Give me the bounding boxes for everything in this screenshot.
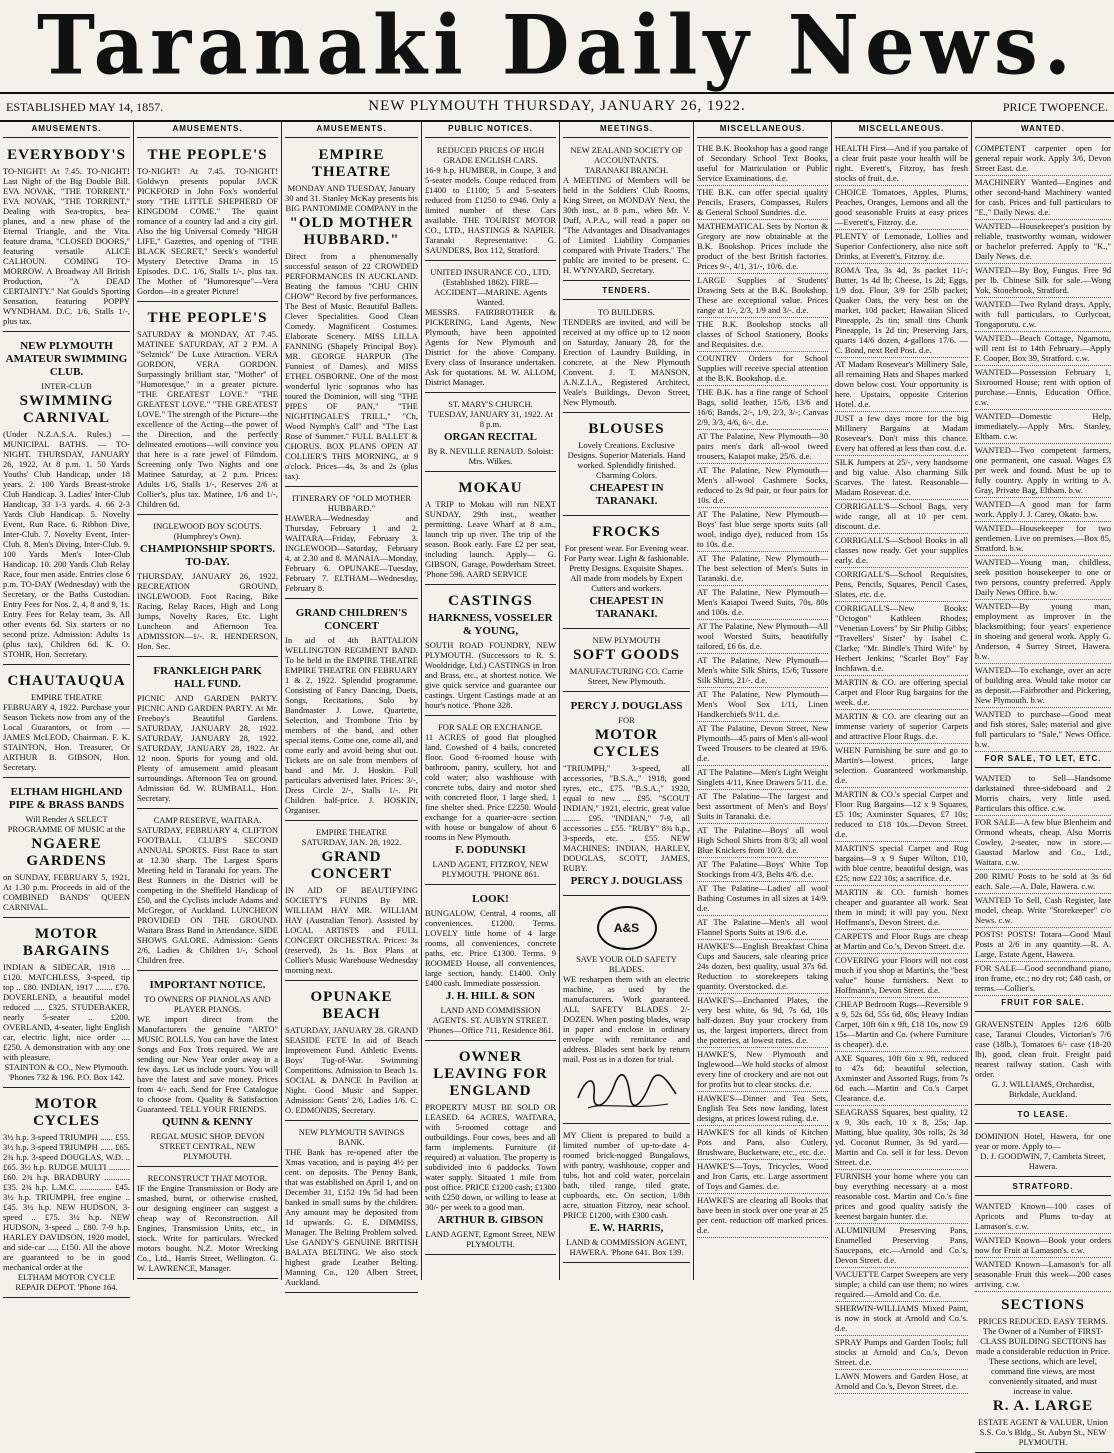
classified-ad: AT Madam Rosevear's Millinery Sale, all remaining Hats and Shapes marked down below cost. Your opportunity is here. Upstairs, opposite Criterion Hotel. d.e. xyxy=(835,358,968,412)
ad-body: HAWERA—Wednesday and Thursday, February 1 and 2. WAITARA—Friday, February 3. INGLEWOOD—Saturday, February 4, at 2.30 and 8. MANAIA—Monday, February 6. OPUNAKE—Tuesday, February 7. ELTHAM—Wednesday, February 8. xyxy=(285,513,418,593)
classified-ad: AT The Palatine, New Plymouth—30 pairs men's dark all-wool tweed trousers, Kaiapoi make, 25/6. d.e. xyxy=(697,430,828,464)
section-header-stratford: STRATFORD. xyxy=(975,1180,1111,1196)
ad-united-insurance xyxy=(425,264,556,393)
ad-title: "OLD MOTHER HUBBARD." xyxy=(289,215,414,248)
ad-body: WE resharpen them with an electric machine, as used by the manufacturers. Work guaranteed. ALL SAFETY BLADES 2/- DOZEN. When posting blades, wrap in paper and enclose in ordinary envelope with remittance and address. Blades sent back by return mail. Post us in a dozen for trial. xyxy=(563,974,690,1064)
ad-body: In aid of 4th BATTALION WELLINGTON REGIMENT BAND. To be held in the EMPIRE THEATRE EMPIRE THEATRE ON FEBRUARY 1 & 2, 1922. Splendid programme. Consisting of Fancy Dancing, Duets, Songs, Recitations, Solo by Bandmaster J. Lowe, Quartette, Selection, and Trombone Trio by members of the band, and other special items. Come one, come all, and come early and avoid being shut out. Tickets are on sale from members of band and Mr. J. Hoskin. Full particulars advertised later. Prices: 3/-, Dress Circle 2/-, Stalls 1/-. Pit Children half-price. J. HOSKIN, Organiser. xyxy=(285,635,418,815)
ad-footer: By R. NEVILLE RENAUD. Soloist: Mrs. Wilkes. xyxy=(427,446,554,466)
classified-ad: ROMA Tea, 3s 4d, 3s packet 11/-; Butter, 1s 4d lb; Cheese, 1s 2d; Eggs, 1/9 doz. Flour, 3/9 for 25lb packet; Quaker Oats, the very best on the market, 10d packet; Hawaiian Sliced Pineapple, 2s tin; small tins Chunk Pineapple, 1s 2d tin; Preserving Jars, quarts 14/6 dozen, 4-gallons 17/6. —C. Bond, next Red Post. d.e. xyxy=(835,264,968,358)
classified-ad: THE B.K. has a fine range of School Bags, solid leather, 15/6, 13/6 and 16/6; Bands, 2/-, 1/9, 2/3, 3/-; Canvas 2/9, 3/3, 4/6, 6/-. d.e. xyxy=(697,386,828,430)
classified-ad: WANTED Known—100 cases of Apricots and Plums to-day at Lamason's. c.w. xyxy=(975,1200,1111,1234)
ad-body: GRAVENSTEIN Apples 12/6 60lb case, Taranui Cloudes, Victorian's 7/6 case (18lb.), Tomatoes 6/- case (18-20 lb), good, clean fruit. Freight paid nearest railway station. Cash with order. xyxy=(975,1019,1111,1079)
classified-ad: CORRIGALL'S—New Books: "Octogon" Kathleen Rhodes; "Venetian Lovers" by Sir Philip Gibbs; "Travellers' Sister" by Isabel C. Clarke; "Mr. Bindle's Third Wife" by Herbert Jenkins; "Scarlet Boy" Fay Inchfawn. d.e. xyxy=(835,602,968,676)
ad-body: BUNGALOW, Central, 4 rooms, all conveniences. £1200. Terms. LOVELY little home of 4 large rooms, all conveniences, concrete paths, etc. Price £1300. Terms. 9 ROOMED House, all conveniences, large section, handy. £1400. Only £400 cash. Immediate possession. xyxy=(425,908,556,988)
ad-body: (Under N.Z.A.S.A. Rules.) — MUNICIPAL BATHS. — TO-NIGHT. THURSDAY, JANUARY 26, 1922, At 8 p.m. 1. 50 Yards Youths' Club Handicap, under 18 years. 2. 100 Yards Breast-stroke Club Handicap. 3. Ladies' Inter-Club Handicap, 33 1-3 yards. 4. 66 2-3 Yards Club Handicap. 5. Novelty Event, Run Race. 6. Ribbon Dive, Inter-Club. 7. Novelty Event, Inter-Club. 8. Men's Diving, Inter-Club. 9. 100 Yards Men's Inter-Club Handicap. 10. 200 Yards Club Relay Race, four men aside. Entries close 6 p.m. TO-DAY (Wednesday) with the Secretary, or the Baths Custodian. Entry Fees for Nos. 2, 4, 8 and 9, 1s. Entry Fees for Relay team, 3s. All other events 6d. Six starters or no second prize. Admission: Adults 1s (plus tax), Children 6d. K. O. STOHR, Hon. Secretary. xyxy=(3,429,130,659)
column-header: MEETINGS. xyxy=(563,122,690,138)
classified-ad: CORRIGALL'S—School Books in all classes now ready. Get your supplies early. d.e. xyxy=(835,534,968,568)
ad-frankleigh-park xyxy=(137,660,278,809)
classified-ad: FURNISH your home where you can buy everything necessary at a most reasonable cost. Martin and Co.'s fine prices and good quality satisfy the keenest bargain hunter. d.e. xyxy=(835,1170,968,1224)
handwritten-signature-image xyxy=(572,1068,682,1114)
ad-body: MESSRS. FAIRBROTHER & PICKERING, Land Agents, New Plymouth, have been appointed Agents for New Plymouth and District for the above Company. Every class of Insurance undertaken. Ask for quotations. M. W. ALLOM, District Manager. xyxy=(425,307,556,387)
ad-footer: REGAL MUSIC SHOP. DEVON STREET CENTRAL, NEW PLYMOUTH. xyxy=(150,1131,265,1161)
classified-ad: AT The Palatine—Men's Light Weight Singlets 4/11, Knee Drawers 5/11. d.e. xyxy=(697,766,828,790)
classified-ad: MARTIN'S special Carpet and Rug bargains—9 x 9 Super Wilton, £10, with blue centre, beautiful design, was £25; now £22 10s; a sacrifice. d.e. xyxy=(835,842,968,886)
ad-heading: PERCY J. DOUGLASS xyxy=(570,700,683,712)
classified-ad: WANTED—Two competent farmers, one permanent, one casual. Wages £3 per week and found. Must be up to fully country. Apply in writing to A. Gray, Private Bag, Eltham. b.w. xyxy=(975,444,1111,498)
classified-ad: AT The Palatine, New Plymouth—The best selection of Men's Suits in Taranaki. d.e. xyxy=(697,552,828,586)
column-header: PUBLIC NOTICES. xyxy=(425,122,556,138)
section-header-tenders: TENDERS. xyxy=(563,284,690,300)
classified-ad: THE B.K. can offer special quality Pencils, Erasers, Compasses, Rulers & General School Sundries. d.e. xyxy=(697,186,828,220)
column-miscellaneous-2 xyxy=(832,122,972,1391)
ad-safety-blades xyxy=(563,899,690,1124)
ad-sections xyxy=(975,1292,1111,1453)
classified-ad: WANTED—A good man for farm work. Apply J. J. Carey, Okato. b.w. xyxy=(975,498,1111,522)
ad-soft-goods xyxy=(563,632,690,692)
ad-signature: R. A. LARGE xyxy=(992,1398,1094,1414)
ad-heading: HARKNESS, VOSSELER & YOUNG, xyxy=(428,612,553,637)
issue-date: NEW PLYMOUTH THURSDAY, JANUARY 26, 1922. xyxy=(368,98,746,114)
ad-subheading: INTER-CLUB xyxy=(41,381,92,391)
classified-ad: CARPETS and Floor Rugs are cheap at Martin and Co.'s, Devon Street. d.e. xyxy=(835,930,968,954)
ad-heading: ITINERARY OF "OLD MOTHER HUBBARD." xyxy=(291,493,412,513)
ad-heading: TO BUILDERS. xyxy=(598,307,655,317)
classified-ad: WANTED—Possession February 1, Sixroomed House; rent with option of purchase.—Ennis, Education Office. c.w. xyxy=(975,366,1111,410)
classified-ad: WANTED to Sell—Handsome darkstained three-sideboard and 2 Morris chairs, very little used. Particulars this office. c.w. xyxy=(975,772,1111,816)
ad-to-builders xyxy=(563,304,690,413)
ad-signature: G. J. WILLIAMS, Orchardist, Birkdale, Auckland. xyxy=(991,1079,1095,1099)
classified-ad: MARTIN & CO. are clearing out an immense variety of superior Carpets and attractive Floor Rugs. d.e. xyxy=(835,710,968,744)
ad-title: CHAUTAUQUA xyxy=(7,673,126,689)
classified-ad: AT The Palatine, New Plymouth—Boys' fast blue serge sports suits (all wool, indigo dye), reduced from 15s to 10s. d.e. xyxy=(697,508,828,552)
ad-frocks xyxy=(563,519,690,629)
classified-list xyxy=(835,142,968,1394)
classified-ad: CORRIGALL'S—School Bags, very wide range, all at 10 per cent. discount. d.e. xyxy=(835,500,968,534)
ad-body: A MEETING of Members will be held in the Soldiers' Club Rooms, King Street, on MONDAY Next, the 30th inst., at 8 p.m., when Mr. V. Duff, A.P.A., will read a paper on "The Advantages and Disadvantages of Limited Liability Companies compared with Private Traders." The public are invited to be present. C. H. WYNYARD, Secretary. xyxy=(563,175,690,275)
ad-title: CASTINGS xyxy=(448,593,533,609)
classified-ad: AT The Palatine, New Plymouth—Men's white Silk Shirts, 15/6; Tussore Silk Shirts, 21/-. d.e. xyxy=(697,654,828,688)
ad-signature: PERCY J. DOUGLASS xyxy=(570,875,683,887)
ad-childrens-concert xyxy=(285,602,418,821)
classified-ad: FOR SALE—A few blue Blenheim and Ormond wheats, cheap. Also Morris Cowley, 2-seater, now in store.—Gaustad Marlow and Co., Ltd., Waitara. c.w. xyxy=(975,816,1111,870)
classified-ad: THE B.K. Bookshop has a good range of Secondary School Text Books, useful for Matriculation or Public Service Examinations. d.e. xyxy=(697,142,828,186)
ad-body: IF the Engine Transmission or Body are smashed, burnt, or otherwise crushed, our designing engineer can suggest a cheap way of Reconstruction. All Engines, Transmission Units, etc., in stock. Write for particulars. Wrecked motors bought. N.Z. Motor Wrecking Co., Ltd., Harris Street, Wellington. G. W. LAWRENCE, Manager. xyxy=(137,1183,278,1273)
ad-heading: ELTHAM HIGHLAND PIPE & BRASS BANDS xyxy=(8,786,125,811)
ad-body: A TRIP to Mokau will run NEXT SUNDAY, 29th inst., weather permitting. Leave Wharf at 8 a.m., launch trip up river. The trip of the season. Book early. Fare £2 per seat, including launch. Apply— G. GIBSON, Garage, Powderham Street. 'Phone 596. AARD SERVICE xyxy=(425,499,556,579)
ad-body: "TRIUMPH," 3-speed, all accessories, "B.S.A.," 1918, good tyres, etc., £75. "B.S.A.," 1920, equal to new .... £95. "SCOUT INDIAN," 1921, electric, great value ........ £95. "INDIAN," 7-9, all accessories .. £55. "RUBY" 8¾ h.p., 3-speeds, etc. .. £55. NEW MACHINES: INDIAN, HARLEY, DOUGLAS, SCOTT, JAMES, RUBY. xyxy=(563,763,690,873)
classified-ad: HAWKE'S—Dinner and Tea Sets, English Tea Sets now landing, latest designs, at prices lowest ruling. d.e. xyxy=(697,1092,828,1126)
ad-title: OWNER LEAVING FOR ENGLAND xyxy=(433,1049,548,1099)
classified-ad: WANTED—By young man, employment as improver in the blacksmithing; four years' experience in shoeing and general work. Apply G. Anderson, 4 Surrey Street, Hawera. b.w. xyxy=(975,600,1111,664)
ad-body: THE Bank has re-opened after the Xmas vacation, and is paying 4½ per cent. on deposits. The Penny Bank, that was established on April 1, and on December 31, £152 19s 5d had been banked in small sums by the children. Any amount may be deposited from 1d upwards. G. E. DIMMISS, Manager. The Belting Problem solved. Use GANDY'S GENUINE BRITISH BALATA BELTING. We also stock highest grade Leather Belting. Manning Co., 120 Albert Street, Auckland. xyxy=(285,1147,418,1287)
ad-heading: INGLEWOOD BOY SCOUTS. (Humphrey's Own). xyxy=(153,521,262,541)
classified-ad: HAWKE'S are clearing all Books that have been in stock over one year at 25 per cent. reduction off marked prices. d.e. xyxy=(697,1194,828,1238)
ad-body: 3½ h.p. 3-speed TRIUMPH ...... £55. 3½ h.p. 3-speed TRIUMPH ...... £65. 2¾ h.p. 3-speed DOUGLAS, W.D. .. £65. 3½ h.p. RUDGE MULTI .......... £60. 2¾ h.p. BRADBURY ............ £35. 2¾ h.p. L.M.C. ............... £45. 3½ h.p. TRIUMPH, free engine .. £45. 3½ h.p. NEW HUDSON, 3-speed .. £75. 3½ h.p. NEW HUDSON, 3-speed .. £80. 7-9 h.p. HARLEY DAVIDSON, 1920 model, and side-car ..... £150. All the above are guaranteed to be in good mechanical order at the xyxy=(3,1132,130,1272)
ad-body: For present wear. For Evening wear. For Party wear. Light & fashionable. Pretty Designs. Exquisite Shapes. All made from models by Expert Cutters and workers. xyxy=(564,543,689,593)
ad-blouses xyxy=(563,416,690,516)
classified-ad: WANTED—By Boy, Fungus. Free 9d per lb. Chinese Silk for sale.—Wong Yok, Stonebrook, Stratford. xyxy=(975,264,1111,298)
column-public-notices xyxy=(422,122,560,1280)
column-header: MISCELLANEOUS. xyxy=(697,122,828,138)
ad-body: SATURDAY & MONDAY, AT 7.45. MATINEE SATURDAY, AT 2 P.M. A "Selznick" De Luxe Attraction. VERA GORDON, VERA GORDON. Surpassingly brilliant star, "Mother" of "Humoresque," in a greater picture. "THE GREATEST LOVE." "THE GREATEST LOVE." "THE GREATEST LOVE." The strength of the Picture—the excellence of the Acting—the power of the Direction, and the perfectly delineated emotions—will convince you that here is a rare jewel of Filmdom. Screening only Two Nights and one Matinee Saturday, at 2 p.m. Prices: Adults 1/6, Stalls 1/-, Reserves 2/6 at Collier's, plus tax. Matinee, 1/6 and 1/-, Children 6d. xyxy=(137,329,278,509)
ad-footer: Direct from a phenomenally successful season of 22 CROWDED PERFORMANCES IN AUCKLAND. Beating the famous "CHU CHIN CHOW" Record by five performances. The Best of Music. Beautiful Ballets. Clever Specialities. Good Clean Comedy. Magnificent Costumes. Elaborate Scenery. MISS LILLA FANNING (Shapely Principal Boy). MR. GEORGE HARPUR (The Funniest of Dames). and MISS ETHEL OSBORNE. One of the most wonderful lyric sopranos who has toured the Dominion, will sing "THE PIPES OF PAN," "THE NIGHTINGALE'S TRILL," "Ch, Wood Nymph's Call" and "The Last Rose of Summer." FULL BALLET & CHORUS. BOX PLANS OPEN AT COLLIER'S THIS MORNING, at 9 o'clock. Prices—4s, 3s and 2s (plus tax). xyxy=(285,251,418,481)
ad-title: NGAERE GARDENS xyxy=(26,836,107,869)
ad-signature: CHEAPEST IN TARANAKI. xyxy=(589,482,664,507)
classified-ad: SHERWIN-WILLIAMS Mixed Paint, is now in stock at Arnold and Co.'s. d.e. xyxy=(835,1302,968,1336)
ad-heading: NEW PLYMOUTH xyxy=(592,635,661,645)
column-header: AMUSEMENTS. xyxy=(285,122,418,138)
ad-signature: ELTHAM MOTOR CYCLE REPAIR DEPOT. 'Phone 164. xyxy=(15,1272,118,1292)
ad-body: TO-NIGHT! At 7.45. TO-NIGHT! Goldwyn presents popular JACK PICKFORD in John Fox's wonderful story "THE LITTLE SHEPHERD OF KINGDOM COME." The quaint romance of a country lad and a city girl. Also the big Universal Comedy "HIGH LIFE," Gazettes, and opening of "THE BLACK SECRET," Seeck's wonderful Mystery Detective Drama in 15 Episodes. D.C. 1/6, Stalls 1/-, plus tax. The Mother of "Humoresque"—Vera Gordon—in a greater Picture! xyxy=(137,166,278,296)
classified-ad: AT The Palatine—The largest and best assortment of Men's and Boys' Suits in Taranaki. d.e. xyxy=(697,790,828,824)
classified-ad: CHOICE Tomatoes, Apples, Plums, Peaches, Oranges, Lemons and all the good seasonable Fruits at easy prices—Everett's, Fitzroy. d.e. xyxy=(835,186,968,230)
ad-title: IMPORTANT NOTICE. xyxy=(149,979,266,991)
ad-title: FROCKS xyxy=(592,524,661,540)
ad-owner-leaving xyxy=(425,1044,556,1255)
ad-body: WE import direct from the Manufacturers the genuine "ARTO" MUSIC ROLLS. You can have the latest Songs and Fox Trots required. We are sending our New Year order away in a few days. Let us include yours. You will have the latest and save money. Prices from 4/- each. Send for Free Catalogue to choose from. Quality & Satisfaction Guaranteed. TELL YOUR FRIENDS. xyxy=(137,1014,278,1114)
ad-title: MOTOR CYCLES xyxy=(33,1096,100,1129)
section-header-lease: TO LEASE. xyxy=(975,1108,1111,1124)
ad-title: GRAND CHILDREN'S CONCERT xyxy=(295,607,408,632)
ad-organ-recital xyxy=(425,396,556,472)
ad-body: SATURDAY, FEBRUARY 4. CLIFTON FOOTBALL CLUB'S SECOND ANNUAL SPORTS. First Race to start at 12.30 sharp. The Largest Sports Meeting held in Taranaki for years. The Best Runners in the District will be competing in the Sheffield Handicap of £50, and the Cyclists include Adams and McGregor, of Auckland. LUNCHEON PROVIDED ON THE GROUND. Waitara Brass Band in Attendance. SIDE SHOWS GALORE. Admission: Gents 2/6, Ladies & Children 1/-, School Children free. xyxy=(137,825,278,965)
classified-list xyxy=(975,772,1111,996)
ad-footer: ESTATE AGENT & VALUER, Union S.S. Co.'s Bldg., St. Aubyn St., NEW PLYMOUTH. xyxy=(978,1417,1108,1447)
ad-heading: NEW PLYMOUTH SAVINGS BANK. xyxy=(298,1127,405,1147)
ad-body: TENDERS are invited, and will be received at my office up to 12 noon on Saturday, January 28, for the Erection of Laundry Building, in concrete, at the New Plymouth Convent. J. T. MANSON, A.N.Z.I.A., Registered Architect, Veale's Buildings, Devon Street, New Plymouth. xyxy=(563,317,690,407)
classified-ad: HEALTH First—And if you partake of a clear fruit paste your health will be right. Everett's, Fitzroy, has fresh stocks of fruit. d.e. xyxy=(835,142,968,186)
column-amusements-2 xyxy=(134,122,282,1280)
classified-ad: WANTED—Two Ryland drays. Apply, with full particulars, to Curlycoat, Tongaporutu. c.w. xyxy=(975,298,1111,332)
ad-body: 16-9 h.p. HUMBER, in Coupe, 3 and 5-seater models. Coupe reduced from £1400 to £1100; 5 and 5-seaters reduced from £1250 to £946. Only a limited number of these Cars available. THE TOURIST MOTOR CO., LTD., HASTINGS & NAPIER. Taranaki Representative: G. SAUNDERS, Box 112, Stratford. xyxy=(425,165,556,255)
column-header: MISCELLANEOUS. xyxy=(835,122,968,138)
classified-ad: AT The Palatine, New Plymouth—All wool Worsted Suits, beautifully tailored, £6 6s. d.e. xyxy=(697,620,828,654)
column-miscellaneous-1 xyxy=(694,122,832,1280)
classified-ad: WANTED—Domestic Help, immediately.—Apply Mrs. Stanley, Eltham. c.w. xyxy=(975,410,1111,444)
ad-peoples-1 xyxy=(137,142,278,302)
ad-heading: NEW ZEALAND SOCIETY OF ACCOUNTANTS. xyxy=(570,145,683,165)
ad-heading: RECONSTRUCT THAT MOTOR. xyxy=(147,1173,268,1183)
ad-title: CHAMPIONSHIP SPORTS. TO-DAY. xyxy=(139,543,276,568)
ad-subheading: FOR xyxy=(618,715,635,725)
classified-ad: JUST a few days more for the big Millinery Bargains at Madam Rosevear's. Don't miss this chance. Every hat offered at less than cost. d.e. xyxy=(835,412,968,456)
column-amusements-1 xyxy=(0,122,134,1292)
ad-title: GRAND CONCERT xyxy=(310,849,393,882)
ad-boy-scouts xyxy=(137,518,278,657)
columns xyxy=(0,122,1114,1447)
ad-douglass-motor-cycles xyxy=(563,695,690,896)
ad-subheading: SATURDAY, JAN. 28, 1922. xyxy=(301,837,402,847)
ad-opunake-beach xyxy=(285,984,418,1121)
classified-ad: COUNTRY Orders for School Supplies will receive special attention at the B.K. Bookshop. d.e. xyxy=(697,352,828,386)
ad-sale-exchange xyxy=(425,719,556,885)
ad-motor-bargains xyxy=(3,921,130,1088)
ad-body: TO-NIGHT! At 7.45. TO-NIGHT! Last Night of the Big Double Bill. EVA NOVAK, "THE TORRENT." EVA NOVAK, "THE TORRENT." Dealing with Sea-tropics, bea-planes, and a new phase of the Eternal Triangle, and the Vita. feature drama, "CLOSED DOORS," featuring versatile ALICE CALHOUN. COMING TO-MORROW. A Broadway All British Production, "A DEAD CERTAINTY." Nat Gould's Sporting Sensation, featuring POPPY WYNDHAM. D.C. 1/6, Stalls 1/-, plus tax. xyxy=(3,166,130,326)
ad-look xyxy=(425,888,556,1041)
classified-ad: AXE Squares, 10ft 6in x 9ft, reduced to 47s 6d; beautiful selection, Axminster and Assorted Rugs, from 7s 6d each.—Martin and Co.'s Carpet Clearance. d.e. xyxy=(835,1052,968,1106)
ad-body: SATURDAY, JANUARY 28. GRAND SEASIDE FETE In aid of Beach Improvement Fund. Athletic Events. Boys' Tug-of-War. Swimming Competitions. Admission to Beach 1s. SOCIAL & DANCE In Pavilion at Night. Good Music and Supper. Admission: Gents' 2/6, Ladies 1/6. C. O. EDMONDS, Secretary. xyxy=(285,1025,418,1115)
ad-title: MOKAU xyxy=(458,480,523,496)
ad-title: ORGAN RECITAL xyxy=(443,431,537,443)
ad-title: MOTOR CYCLES xyxy=(593,727,660,760)
ad-signature: QUINN & KENNY xyxy=(161,1116,254,1128)
classified-ad: CORRIGALL'S—School Requisites, Pens, Pencils, Squares, Pencil Cases, Slates, etc. d.e. xyxy=(835,568,968,602)
classified-ad: WANTED—Housekeeper's position by reliable, trustworthy woman, widower or bachelor preferred. Apply to "K.," Daily News. d.e. xyxy=(975,220,1111,264)
ad-subheading: TARANAKI BRANCH. xyxy=(584,165,669,175)
ad-fruit xyxy=(975,1016,1111,1105)
ad-empire-pantomime xyxy=(285,142,418,487)
classified-ad: WANTED—To exchange, over an acre of building area. Would take motor car as deposit.—Fairbrother and Pickering, New Plymouth. b.w. xyxy=(975,664,1111,708)
classified-ad: LARGE Supplies of Students' Drawing Sets at the B.K. Bookshop. These are exceptional value. Prices range at 1/-, 2/3, 1/9 and 3/-. d.e. xyxy=(697,274,828,318)
ad-title: MOTOR BARGAINS xyxy=(22,926,111,959)
ad-title: BLOUSES xyxy=(588,421,665,437)
classified-ad: MATHEMATICAL Sets by Norton & Gregory are now obtainable at the B.K. Bookshop. Prices include the product of the best British factories. Prices 9/-, 4/1, 31/-, 10/6. d.e. xyxy=(697,220,828,274)
classified-ad: MARTIN & CO. are offering special Carpet and Floor Rug bargains for the week. d.e. xyxy=(835,676,968,710)
classified-ad: HAWKE'S, New Plymouth and Inglewood—We hold stocks of almost every line of crockery and are not out for profits but to clear stocks. d.e. xyxy=(697,1048,828,1092)
column-amusements-3 xyxy=(282,122,422,1287)
ad-bungalows xyxy=(563,1127,690,1263)
classified-ad: VACUETTE Carpet Sweepers are very simple; a child can use them; no wires required.—Arnold and Co. d.e. xyxy=(835,1268,968,1302)
classified-ad: HAWKE'S—Enchanted Plates, the very best white, 6s 9d, 7s 6d, 10s half-dozen. Buy your crockery from us, the largest importers, direct from the potteries, at lowest rates. d.e. xyxy=(697,994,828,1048)
ad-castings xyxy=(425,588,556,716)
classified-ad: HAWKE'S for all kinds of Kitchen Pots and Pans, also Cutlery, Brushware, Bucketware, etc., etc. d.e. xyxy=(697,1126,828,1160)
ad-body: PICNIC AND GARDEN PARTY. PICNIC AND GARDEN PARTY. At Mr. Freeboy's Beautiful Gardens. SATURDAY, JANUARY 28, 1922. SATURDAY, JANUARY 28, 1922. SATURDAY, JANUARY 28, 1922. At 12 noon. Sports for young and old. Plenty of amusement amid pleasant surroundings. Afternoon Tea on ground. Admission 6d. W. RUMBALL, Hon. Secretary. xyxy=(137,693,278,803)
classified-ad: LAWN Mowers and Garden Hose, at Arnold and Co.'s, Devon Street. d.e. xyxy=(835,1370,968,1394)
classified-ad: WHEN Furnishing be sure and go to Martin's—lowest prices, large selection. Guaranteed workmanship. d.e. xyxy=(835,744,968,788)
ad-signature: F. DODUNSKI xyxy=(455,844,526,856)
ad-body: MY Client is prepared to build a limited number of up-to-date 4-roomed brick-nogged Bungalows, with pantry, washhouse, copper and tubs, hot and cold water, porcelain bath, tiled range, tiled grate, cupboards, etc. On section, 1/8th acre, situation Fitzroy, near school. PRICE £1200, with £300 cash. xyxy=(563,1130,690,1220)
ad-title: EVERYBODY'S xyxy=(7,147,126,163)
ad-title: LOOK! xyxy=(472,893,509,905)
ad-body: DOMINION Hotel, Hawera, for one year or more. Apply to— xyxy=(975,1131,1111,1151)
as-logo: A&S xyxy=(597,906,657,950)
ad-title: SWIMMING CARNIVAL xyxy=(19,393,114,426)
ad-heading: REDUCED PRICES OF HIGH GRADE ENGLISH CARS. xyxy=(436,145,545,165)
ad-signature: CHEAPEST IN TARANAKI. xyxy=(589,595,664,620)
ad-title: THE PEOPLE'S xyxy=(147,310,268,326)
ad-heading: NEW PLYMOUTH AMATEUR SWIMMING CLUB. xyxy=(5,340,128,378)
ad-pianola-notice xyxy=(137,974,278,1167)
column-wanted xyxy=(972,122,1114,1447)
ad-body: MONDAY AND TUESDAY, January 30 and 31. Stanley McKay presents his BIG PANTOMIME COMPANY in the xyxy=(285,183,418,213)
ad-signature: D. J. GOODWIN, 7, Cambria Street, Hawera. xyxy=(980,1151,1106,1171)
ad-footer: LAND & COMMISSION AGENT, HAWERA. 'Phone 641. Box 139. xyxy=(566,1237,687,1257)
ad-lease xyxy=(975,1128,1111,1177)
dateline-bar xyxy=(0,92,1114,122)
classified-ad: MARTIN & CO. furnish homes cheaper and guarantee all work. Seat them in mind; it will pay you. Next Hoffmann's, Devon Street. d.e. xyxy=(835,886,968,930)
classified-ad: SPRAY Pumps and Garden Tools; full stocks at Arnold and Co.'s, Devon Street. d.e. xyxy=(835,1336,968,1370)
ad-body: 11 ACRES of good flat ploughed land. Cowshed of 4 bails, concreted floor. Good 6-roomed house with bathroom, pantry, scullery, hot and cold water; also washhouse with concrete tubs, dairy and motor shed with concreted floor, 1 large shed, 1 fine shelter shed. Price £2250. Would exchange for a quarter-acre section with house or bungalow of about 6 rooms in New Plymouth. xyxy=(425,732,556,842)
ad-heading: EMPIRE THEATRE xyxy=(311,147,392,180)
column-header: AMUSEMENTS. xyxy=(137,122,278,138)
ad-subheading: TO OWNERS OF PIANOLAS AND PLAYER PIANOS. xyxy=(144,994,271,1014)
classified-ad: MACHINERY Wanted—Engines and other second-hand Machinery wanted for cash. Prices and full particulars to "E.," Daily News. d.e. xyxy=(975,176,1111,220)
classified-ad: WANTED—Young man, childless, seek position housekeeper to one or two persons, country preferred. Apply Daily News Office. b.w. xyxy=(975,556,1111,600)
classified-ad: 200 RIMU Posts to be sold at 3s 6d each. Sale.—A. Dale, Hawera. c.w. xyxy=(975,870,1111,894)
ad-body: Will Render A SELECT PROGRAMME OF MUSIC at the xyxy=(7,814,126,834)
ad-everybodys xyxy=(3,142,130,332)
column-header: WANTED. xyxy=(975,122,1111,138)
ad-body: TUESDAY, JANUARY 31, 1922. At 8 p.m. xyxy=(427,409,554,429)
established-label: ESTABLISHED MAY 14, 1857. xyxy=(6,100,164,114)
classified-list xyxy=(975,142,1111,752)
classified-ad: AT The Palatine—Ladies' all wool Bathing Costumes in all sizes at 14/9. d.e. xyxy=(697,882,828,916)
ad-signature: ARTHUR B. GIBSON xyxy=(437,1214,544,1226)
ad-english-cars xyxy=(425,142,556,261)
ad-savings-bank xyxy=(285,1124,418,1293)
classified-ad: SEAGRASS Squares, best quality, 12 x 9, 30s each, 10 x 8, 25s; Jap. Matting, blue quality, 30s rolls, 2s 3d yd. Coconut Runner, 3s 9d yard.—Martin and Co. sell it for less. Devon Street. d.e. xyxy=(835,1106,968,1170)
ad-body: FEBRUARY 4, 1922. Purchase your Season Tickets now from any of the Local Guarantors, or from — JAMES McLEOD, Chairman. F. K. STAINTON, Hon. Treasurer, Or ARTHUR B. GIBSON, Hon. Secretary. xyxy=(3,702,130,772)
classified-ad: WANTED Known—Lamason's for all seasonable Fruit this week—200 cases arriving. c.w. xyxy=(975,1258,1111,1292)
classified-ad: SILK Jumpers at 25/-, very handsome and big value. Also charming Silk Scarves. The latest. Reasonable—Madam Rosevear. d.e. xyxy=(835,456,968,500)
ad-title: THE PEOPLE'S xyxy=(147,147,268,163)
ad-body: PRICES REDUCED. EASY TERMS. The Owner of a Number of FIRST-CLASS BUILDING SECTIONS has made a considerable reduction in Price. These sections, which are level, command fine views, are most conveniently situated, and must increase in value. xyxy=(975,1316,1111,1396)
classified-ad: HAWKE'S—Toys, Tricycles, Wood and Iron Carts, etc. Large assortment of Toys and Games. d.e. xyxy=(697,1160,828,1194)
column-header: AMUSEMENTS. xyxy=(3,122,130,138)
classified-ad: HAWKE'S—English Breakfast China Cups and Saucers, sale clearing price 24s dozen, best quality, usual 37s 6d. Reduction to storekeepers taking quantity. Overstocked. d.e. xyxy=(697,940,828,994)
classified-ad: POSTS! POSTS! Totara—Good Maul Posts at 2/6 in any quantity.—R. A. Large, Estate Agent, Hawera. xyxy=(975,928,1111,962)
classified-ad: AT The Palatine, New Plymouth—Men's all-wool Cashmere Socks, reduced to 2s 9d pair, or four pairs for 10s. d.e. xyxy=(697,464,828,508)
classified-ad: THE B.K. Bookshop stocks all classes of School Stationery, Books and Requisites. d.e. xyxy=(697,318,828,352)
column-meetings xyxy=(560,122,694,1280)
ad-footer: LAND AGENT, Egmont Street, NEW PLYMOUTH. xyxy=(425,1229,556,1249)
classified-ad: AT The Palatine—Boys' White Top Stockings from 4/3, Belts 4/6. d.e. xyxy=(697,858,828,882)
ad-signature: STAINTON & CO., New Plymouth. 'Phones 732 & 196. P.O. Box 142. xyxy=(4,1062,129,1082)
classified-ad: ALUMINIUM Preserving Pans, Enamelled Preserving Pans, Saucepans, etc.—Arnold and Co.'s, Devon Street. d.e. xyxy=(835,1224,968,1268)
classified-ad: WANTED To Sell, Cash Register, late model, cheap. Write "Storekeeper" c/o News. c.w. xyxy=(975,894,1111,928)
ad-body: IN AID OF BEAUTIFYING SOCIETY'S FUNDS By MR. WILLIAM HAY MR. WILLIAM HAY (Australian Tenor). Assisted by LOCAL ARTISTS and FULL CONCERT ORCHESTRA. Prices: 3s (reserved), 2s 1s. Box Plans at Collier's Music Warehouse Wednesday morning next. xyxy=(285,885,418,975)
ad-accountants xyxy=(563,142,690,281)
classified-ad: MARTIN & CO.'s special Carpet and Floor Rug Bargains—12 x 9 Squares, £5 10s; Axminster Squares, £7 10s; reduced to £18 10s.—Devon Street. d.e. xyxy=(835,788,968,842)
newspaper-title: Taranaki Daily News. xyxy=(37,0,1077,94)
ad-body: MANUFACTURING CO. Carrie Street, New Plymouth. xyxy=(569,666,684,686)
ad-motor-cycles xyxy=(3,1091,130,1298)
ad-grand-concert xyxy=(285,824,418,981)
ad-itinerary xyxy=(285,490,418,599)
ad-title: OPUNAKE BEACH xyxy=(310,989,393,1022)
ad-reconstruct-motor xyxy=(137,1170,278,1279)
classified-list xyxy=(975,1200,1111,1292)
ad-chautauqua xyxy=(3,668,130,778)
classified-ad: WANTED to purchase—Good meat and fish stores, Sale; material and give full particulars to "Sale," News Office. b.w. xyxy=(975,708,1111,752)
classified-ad: COVERING your Floors will not cost much if you shop at Martin's, the "best value" house furnishers. Next to Hoffmann's, Devon Street. d.e. xyxy=(835,954,968,998)
ad-title: FRANKLEIGH PARK HALL FUND. xyxy=(153,665,262,690)
ad-heading: SAVE YOUR OLD SAFETY BLADES. xyxy=(576,954,677,974)
classified-ad: AT The Palatine, Devon Street, New Plymouth—45 pairs of Men's all-wool Tweed Trousers to be cleared at 19/6. d.e. xyxy=(697,722,828,766)
ad-body: SOUTH ROAD FOUNDRY, NEW PLYMOUTH. (Successors to R. S. Wooldridge, Ltd.) CASTINGS in Iron and Brass, etc., at shortest notice. We give quick service and guarantee our castings. Urgent Castings made at an hour's notice. 'Phone 328. xyxy=(425,640,556,710)
ad-body: INDIAN & SIDECAR, 1918 .... £120. MATCHLESS, 3-speed, tip top .. £80. INDIAN, 1917 ........ £70. DOVERLEND, a beautiful model reduced ..... £325. STUDEBAKER, nearly 5-seater .. £200. OVERLAND, 4-seater, light English car, electric light, nice order .... £250. A demonstration with any one with pleasure. xyxy=(3,962,130,1062)
classified-ad: AT The Palatine, New Plymouth—Men's Kaiapoi Tweed Suits, 70s, 80s and 100s. d.e. xyxy=(697,586,828,620)
classified-ad: WANTED Known—Book your orders now for Fruit at Lamason's. c.w. xyxy=(975,1234,1111,1258)
ad-heading: CAMP RESERVE, WAITARA. xyxy=(153,815,262,825)
ad-body: PROPERTY MUST BE SOLD OR LEASED. 64 ACRES, WAITARA, with 5-roomed cottage and outbuildings. Four cows, bees and all farm implements. Furniture (if required) at valuation. The property is subdivided into 6 paddocks. Town water supply. Situated 1 mile from post office. PRICE £1200 cash; £1300 with £250 down, or willing to lease at 30/- per week to a good man. xyxy=(425,1102,556,1212)
ad-heading: UNITED INSURANCE CO., LTD. (Established 1862). FIRE—ACCIDENT—MARINE. Agents Wanted. xyxy=(430,267,551,307)
classified-ad: COMPETENT carpenter open for general repair work. Apply 3/6, Devon Street East. d.e. xyxy=(975,142,1111,176)
ad-mokau xyxy=(425,475,556,585)
classified-list xyxy=(697,142,828,1238)
ad-footer: LAND AND COMMISSION AGENTS. ST. AUBYN STREET. 'Phones—Office 711, Residence 861. xyxy=(427,1005,554,1035)
classified-ad: AT The Palatine, New Plymouth—Men's Wool Sox 1/11, Linen Handkerchiefs 9/11. d.e. xyxy=(697,688,828,722)
section-header-fruit: FRUIT FOR SALE. xyxy=(975,996,1111,1012)
section-header-for-sale: FOR SALE, TO LET, ETC. xyxy=(975,752,1111,768)
ad-title: SECTIONS xyxy=(1001,1297,1085,1313)
classified-ad: FOR SALE—Good secondhand piano, iron frame, etc.; no dry rot; £48 cash, or terms.—Collier's. xyxy=(975,962,1111,996)
classified-ad: AT The Palatine—Boys' all wool High School Shirts from 8/3; all wool Blue Knickers from 10/3. d.e. xyxy=(697,824,828,858)
classified-ad: PLENTY of Lemonade, Lollies and Superior Confectionery, also nice soft Drinks, at Everett's, Fitzroy. d.e. xyxy=(835,230,968,264)
ad-heading: ST. MARY'S CHURCH. xyxy=(448,399,533,409)
ad-title: SOFT GOODS xyxy=(573,647,680,663)
ad-clifton-sports xyxy=(137,812,278,971)
price-label: PRICE TWOPENCE. xyxy=(1002,100,1108,114)
ad-swimming-carnival xyxy=(3,335,130,665)
ad-footer: LAND AGENT, FITZROY, NEW PLYMOUTH. 'PHONE 861. xyxy=(432,859,549,879)
ad-ngaere-gardens xyxy=(3,781,130,918)
ad-signature: E. W. HARRIS, xyxy=(589,1222,664,1234)
classified-ad: WANTED—Beach Cottage, Ngamotu, will rent Ist to 14th February.—Apply F. Cooper, Box 39, Stratford. c.w. xyxy=(975,332,1111,366)
ad-subheading: EMPIRE THEATRE xyxy=(31,692,102,702)
classified-ad: AT The Palatine—Men's all wool Flannel Sports Suits at 19/6. d.e. xyxy=(697,916,828,940)
masthead xyxy=(0,0,1114,92)
classified-ad: CHEAP Bedroom Rugs—Reversible 9 x 9, 52s 6d, 55s 6d, 60s; Heavy Indian Carpet, 10ft 6in x 9ft, £18 10s, now £9 15s—Martin and Co. (where Furniture is cheaper). d.e. xyxy=(835,998,968,1052)
ad-heading: EMPIRE THEATRE xyxy=(316,827,387,837)
ad-body: THURSDAY, JANUARY 26, 1922. RECREATION GROUND, INGLEWOOD. Foot Racing, Bike Racing, Relay Races, High and Long Jumps, Novelty Races, Etc. Light Luncheon and Afternoon Tea. ADMISSION—1/-. R. HENDERSON, Hon. Sec. xyxy=(137,571,278,651)
ad-peoples-2 xyxy=(137,305,278,515)
ad-footer: on SUNDAY, FEBRUARY 5, 1921, At 1.30 p.m. Proceeds in aid of the COMBINED BANDS' QUEEN CARNIVAL. xyxy=(3,872,130,912)
ad-heading: FOR SALE OR EXCHANGE. xyxy=(438,722,543,732)
ad-body: Lovely Creations. Exclusive Designs. Superior Materials. Hand worked. Splendidly finished. Charming Colors. xyxy=(567,440,686,480)
ad-signature: J. H. HILL & SON xyxy=(445,990,536,1002)
classified-ad: WANTED—Housekeeper for two gentlemen. Live on premises.—Box 85, Stratford. b.w. xyxy=(975,522,1111,556)
